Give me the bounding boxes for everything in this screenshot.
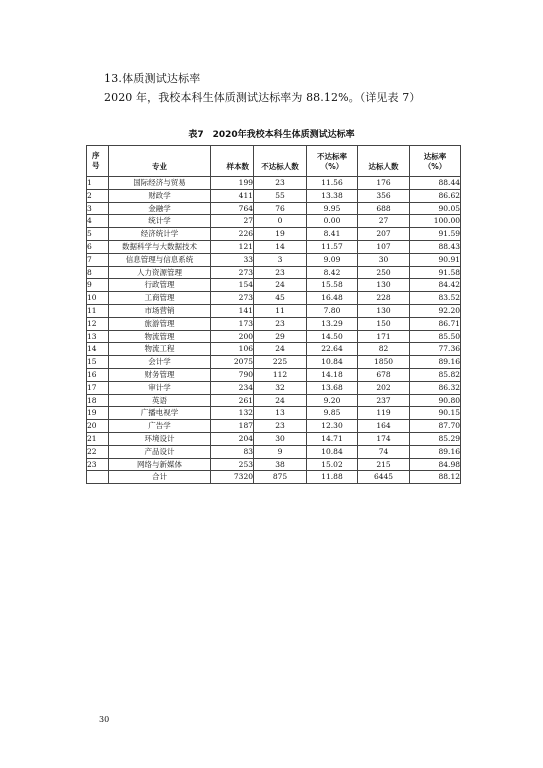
cell-sample: 764: [211, 202, 254, 215]
table-row: [87, 304, 461, 317]
cell-pass-count: 164: [358, 420, 410, 433]
cell-pass-rate: 89.16: [410, 445, 461, 458]
table-row: [87, 202, 461, 215]
cell-fail-rate: 13.29: [307, 317, 358, 330]
cell-fail-count: 225: [254, 356, 307, 369]
cell-pass-count: 1850: [358, 356, 410, 369]
header-pass-rate-line2: （%）: [423, 162, 447, 171]
cell-sample: 790: [211, 368, 254, 381]
cell-total-pass-count: 6445: [358, 471, 410, 484]
cell-pass-count: 215: [358, 458, 410, 471]
cell-fail-count: 19: [254, 228, 307, 241]
table-row: [87, 215, 461, 228]
table-row: [87, 394, 461, 407]
cell-index: 17: [87, 381, 109, 394]
cell-sample: 132: [211, 407, 254, 420]
cell-pass-rate: 90.15: [410, 407, 461, 420]
cell-major: 广告学: [109, 420, 211, 433]
fitness-rate-table: [86, 145, 461, 484]
cell-pass-rate: 86.32: [410, 381, 461, 394]
cell-fail-count: 9: [254, 445, 307, 458]
cell-total-index: [87, 471, 109, 484]
cell-index: 16: [87, 368, 109, 381]
cell-sample: 199: [211, 177, 254, 190]
cell-fail-rate: 11.56: [307, 177, 358, 190]
cell-total-fail-count: 875: [254, 471, 307, 484]
cell-pass-count: 250: [358, 266, 410, 279]
table-body: [87, 177, 461, 484]
cell-major: 网络与新媒体: [109, 458, 211, 471]
cell-major: 市场营销: [109, 304, 211, 317]
cell-index: 1: [87, 177, 109, 190]
table-row: [87, 279, 461, 292]
cell-sample: 33: [211, 253, 254, 266]
cell-pass-rate: 85.29: [410, 432, 461, 445]
cell-fail-count: 11: [254, 304, 307, 317]
cell-index: 14: [87, 343, 109, 356]
cell-pass-count: 107: [358, 240, 410, 253]
table-row: [87, 407, 461, 420]
cell-fail-rate: 9.85: [307, 407, 358, 420]
cell-pass-count: 27: [358, 215, 410, 228]
cell-index: 8: [87, 266, 109, 279]
table-row: [87, 458, 461, 471]
cell-major: 信息管理与信息系统: [109, 253, 211, 266]
table-row: [87, 381, 461, 394]
table-row: [87, 356, 461, 369]
cell-sample: 273: [211, 292, 254, 305]
cell-pass-count: 150: [358, 317, 410, 330]
cell-index: 11: [87, 304, 109, 317]
cell-pass-count: 82: [358, 343, 410, 356]
header-fail-rate-line1: 不达标率: [317, 152, 347, 161]
cell-fail-count: 13: [254, 407, 307, 420]
cell-major: 会计学: [109, 356, 211, 369]
cell-pass-rate: 88.44: [410, 177, 461, 190]
cell-pass-rate: 92.20: [410, 304, 461, 317]
header-fail-rate: [307, 146, 358, 177]
page-number: 30: [99, 715, 110, 724]
cell-sample: 200: [211, 330, 254, 343]
cell-sample: 141: [211, 304, 254, 317]
cell-fail-rate: 0.00: [307, 215, 358, 228]
table-row: [87, 253, 461, 266]
cell-major: 物流工程: [109, 343, 211, 356]
cell-pass-rate: 84.42: [410, 279, 461, 292]
cell-pass-count: 202: [358, 381, 410, 394]
cell-total-fail-rate: 11.88: [307, 471, 358, 484]
cell-major: 物流管理: [109, 330, 211, 343]
cell-major: 英语: [109, 394, 211, 407]
cell-major: 财务管理: [109, 368, 211, 381]
table-row: [87, 292, 461, 305]
cell-index: 19: [87, 407, 109, 420]
cell-pass-rate: 85.50: [410, 330, 461, 343]
cell-pass-rate: 90.05: [410, 202, 461, 215]
table-row: [87, 317, 461, 330]
table-row: [87, 343, 461, 356]
cell-fail-count: 32: [254, 381, 307, 394]
table-row: [87, 420, 461, 433]
table-row: [87, 177, 461, 190]
cell-fail-rate: 22.64: [307, 343, 358, 356]
cell-pass-count: 228: [358, 292, 410, 305]
table-row: [87, 445, 461, 458]
cell-fail-rate: 11.57: [307, 240, 358, 253]
cell-sample: 2075: [211, 356, 254, 369]
cell-pass-count: 119: [358, 407, 410, 420]
cell-sample: 106: [211, 343, 254, 356]
cell-index: 20: [87, 420, 109, 433]
cell-major: 广播电视学: [109, 407, 211, 420]
cell-fail-count: 24: [254, 279, 307, 292]
cell-index: 10: [87, 292, 109, 305]
cell-fail-count: 23: [254, 317, 307, 330]
cell-pass-rate: 77.36: [410, 343, 461, 356]
cell-index: 23: [87, 458, 109, 471]
section-heading: 13.体质测试达标率: [104, 72, 201, 85]
header-fail-rate-line2: （%）: [320, 162, 344, 171]
cell-fail-rate: 8.41: [307, 228, 358, 241]
cell-major: 产品设计: [109, 445, 211, 458]
cell-total-sample: 7320: [211, 471, 254, 484]
cell-total-label: 合计: [109, 471, 211, 484]
header-index-line2: 号: [92, 161, 100, 170]
cell-pass-count: 30: [358, 253, 410, 266]
cell-fail-rate: 9.95: [307, 202, 358, 215]
cell-index: 2: [87, 189, 109, 202]
cell-fail-rate: 9.09: [307, 253, 358, 266]
cell-pass-count: 688: [358, 202, 410, 215]
cell-fail-rate: 8.42: [307, 266, 358, 279]
table-total-row: [87, 471, 461, 484]
cell-fail-count: 0: [254, 215, 307, 228]
header-major: 专业: [109, 146, 211, 177]
cell-fail-rate: 13.38: [307, 189, 358, 202]
cell-sample: 273: [211, 266, 254, 279]
cell-pass-rate: 91.59: [410, 228, 461, 241]
cell-pass-count: 130: [358, 279, 410, 292]
cell-pass-count: 174: [358, 432, 410, 445]
cell-fail-rate: 10.84: [307, 445, 358, 458]
cell-pass-rate: 90.91: [410, 253, 461, 266]
cell-fail-rate: 15.58: [307, 279, 358, 292]
cell-pass-count: 356: [358, 189, 410, 202]
cell-index: 9: [87, 279, 109, 292]
cell-fail-count: 23: [254, 266, 307, 279]
cell-index: 4: [87, 215, 109, 228]
cell-fail-count: 23: [254, 420, 307, 433]
cell-pass-rate: 100.00: [410, 215, 461, 228]
cell-fail-count: 14: [254, 240, 307, 253]
cell-pass-rate: 86.71: [410, 317, 461, 330]
cell-pass-count: 237: [358, 394, 410, 407]
header-fail-count: 不达标人数: [254, 146, 307, 177]
cell-index: 13: [87, 330, 109, 343]
cell-fail-count: 30: [254, 432, 307, 445]
cell-sample: 121: [211, 240, 254, 253]
body-paragraph: 2020 年，我校本科生体质测试达标率为 88.12%。（详见表 7）: [104, 91, 421, 104]
cell-index: 22: [87, 445, 109, 458]
cell-major: 行政管理: [109, 279, 211, 292]
cell-index: 6: [87, 240, 109, 253]
cell-fail-count: 38: [254, 458, 307, 471]
cell-sample: 261: [211, 394, 254, 407]
cell-pass-rate: 87.70: [410, 420, 461, 433]
cell-fail-count: 24: [254, 343, 307, 356]
table-header-row: [87, 146, 461, 177]
cell-pass-count: 678: [358, 368, 410, 381]
cell-major: 金融学: [109, 202, 211, 215]
cell-fail-count: 3: [254, 253, 307, 266]
cell-pass-rate: 86.62: [410, 189, 461, 202]
cell-fail-rate: 16.48: [307, 292, 358, 305]
cell-sample: 226: [211, 228, 254, 241]
cell-index: 5: [87, 228, 109, 241]
cell-sample: 154: [211, 279, 254, 292]
cell-major: 统计学: [109, 215, 211, 228]
header-pass-rate-line1: 达标率: [423, 152, 447, 161]
table-row: [87, 228, 461, 241]
cell-major: 人力资源管理: [109, 266, 211, 279]
cell-major: 数据科学与大数据技术: [109, 240, 211, 253]
cell-pass-rate: 83.52: [410, 292, 461, 305]
cell-sample: 173: [211, 317, 254, 330]
cell-index: 21: [87, 432, 109, 445]
cell-fail-rate: 12.30: [307, 420, 358, 433]
cell-pass-rate: 90.80: [410, 394, 461, 407]
cell-major: 旅游管理: [109, 317, 211, 330]
cell-index: 12: [87, 317, 109, 330]
cell-fail-count: 23: [254, 177, 307, 190]
cell-fail-count: 55: [254, 189, 307, 202]
cell-pass-count: 74: [358, 445, 410, 458]
cell-fail-rate: 7.80: [307, 304, 358, 317]
cell-index: 15: [87, 356, 109, 369]
cell-fail-rate: 14.71: [307, 432, 358, 445]
table-row: [87, 432, 461, 445]
cell-total-pass-rate: 88.12: [410, 471, 461, 484]
cell-sample: 234: [211, 381, 254, 394]
cell-fail-rate: 9.20: [307, 394, 358, 407]
cell-sample: 83: [211, 445, 254, 458]
table-row: [87, 330, 461, 343]
cell-pass-rate: 89.16: [410, 356, 461, 369]
table-row: [87, 266, 461, 279]
header-sample: 样本数: [211, 146, 254, 177]
cell-major: 经济统计学: [109, 228, 211, 241]
cell-sample: 253: [211, 458, 254, 471]
cell-pass-count: 171: [358, 330, 410, 343]
cell-fail-count: 45: [254, 292, 307, 305]
table-row: [87, 240, 461, 253]
cell-sample: 204: [211, 432, 254, 445]
table-row: [87, 189, 461, 202]
table-row: [87, 368, 461, 381]
cell-fail-rate: 14.50: [307, 330, 358, 343]
cell-pass-rate: 84.98: [410, 458, 461, 471]
cell-index: 3: [87, 202, 109, 215]
cell-fail-rate: 14.18: [307, 368, 358, 381]
table-caption: 表7 2020年我校本科生体质测试达标率: [188, 130, 355, 140]
cell-major: 国际经济与贸易: [109, 177, 211, 190]
cell-pass-rate: 88.43: [410, 240, 461, 253]
cell-sample: 411: [211, 189, 254, 202]
cell-pass-count: 130: [358, 304, 410, 317]
cell-index: 18: [87, 394, 109, 407]
header-index: [87, 146, 109, 177]
cell-index: 7: [87, 253, 109, 266]
cell-fail-count: 112: [254, 368, 307, 381]
cell-fail-count: 24: [254, 394, 307, 407]
header-pass-count: 达标人数: [358, 146, 410, 177]
cell-major: 工商管理: [109, 292, 211, 305]
header-index-line1: 序: [92, 151, 100, 160]
cell-major: 财政学: [109, 189, 211, 202]
cell-fail-rate: 10.84: [307, 356, 358, 369]
cell-pass-count: 176: [358, 177, 410, 190]
cell-major: 审计学: [109, 381, 211, 394]
cell-fail-rate: 15.02: [307, 458, 358, 471]
cell-major: 环境设计: [109, 432, 211, 445]
cell-pass-rate: 91.58: [410, 266, 461, 279]
header-pass-rate: [410, 146, 461, 177]
cell-pass-rate: 85.82: [410, 368, 461, 381]
cell-sample: 27: [211, 215, 254, 228]
cell-fail-rate: 13.68: [307, 381, 358, 394]
cell-pass-count: 207: [358, 228, 410, 241]
cell-fail-count: 76: [254, 202, 307, 215]
cell-sample: 187: [211, 420, 254, 433]
cell-fail-count: 29: [254, 330, 307, 343]
